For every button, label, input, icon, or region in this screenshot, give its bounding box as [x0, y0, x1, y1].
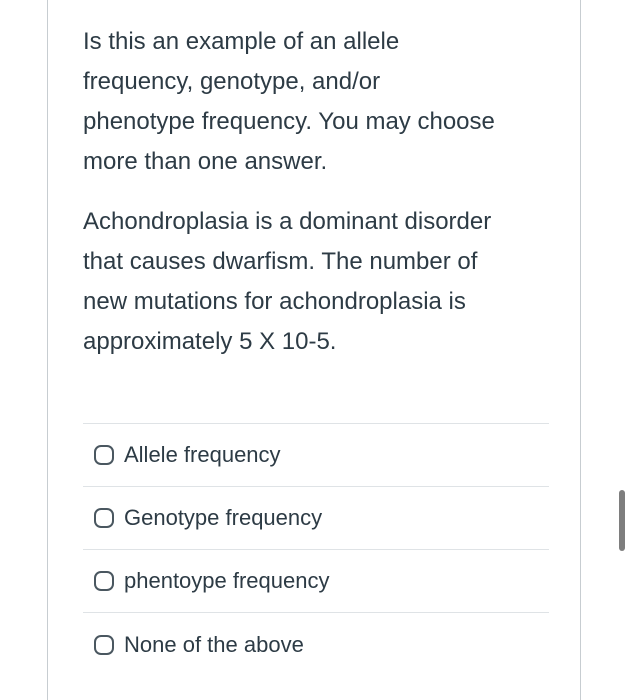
- body-line: approximately 5 X 10-5.: [83, 328, 337, 355]
- scrollbar-thumb[interactable]: [619, 490, 625, 551]
- answer-option-none-of-the-above[interactable]: [83, 613, 549, 676]
- question-card: [47, 0, 581, 700]
- body-line: Achondroplasia is a dominant disorder: [83, 208, 492, 235]
- checkbox-icon[interactable]: [94, 445, 114, 465]
- answer-option-genotype-frequency[interactable]: [83, 487, 549, 550]
- checkbox-icon[interactable]: [94, 508, 114, 528]
- prompt-line: phenotype frequency. You may choose: [83, 108, 495, 135]
- answer-label: None of the above: [124, 631, 304, 657]
- answer-option-phenotype-frequency[interactable]: [83, 550, 549, 613]
- body-line: that causes dwarfism. The number of: [83, 248, 478, 275]
- answer-label: Genotype frequency: [124, 505, 323, 530]
- body-line: new mutations for achondroplasia is: [83, 288, 466, 315]
- answer-option-allele-frequency[interactable]: [83, 424, 549, 487]
- checkbox-icon[interactable]: [94, 635, 114, 655]
- question-prompt: [83, 22, 553, 182]
- prompt-line: frequency, genotype, and/or: [83, 68, 381, 95]
- checkbox-icon[interactable]: [94, 571, 114, 591]
- question-body: [83, 202, 553, 362]
- answer-label: phentoype frequency: [124, 568, 330, 593]
- answer-list: [83, 423, 549, 676]
- prompt-line: Is this an example of an allele: [83, 28, 400, 55]
- answer-label: Allele frequency: [124, 442, 281, 467]
- prompt-line: more than one answer.: [83, 148, 328, 175]
